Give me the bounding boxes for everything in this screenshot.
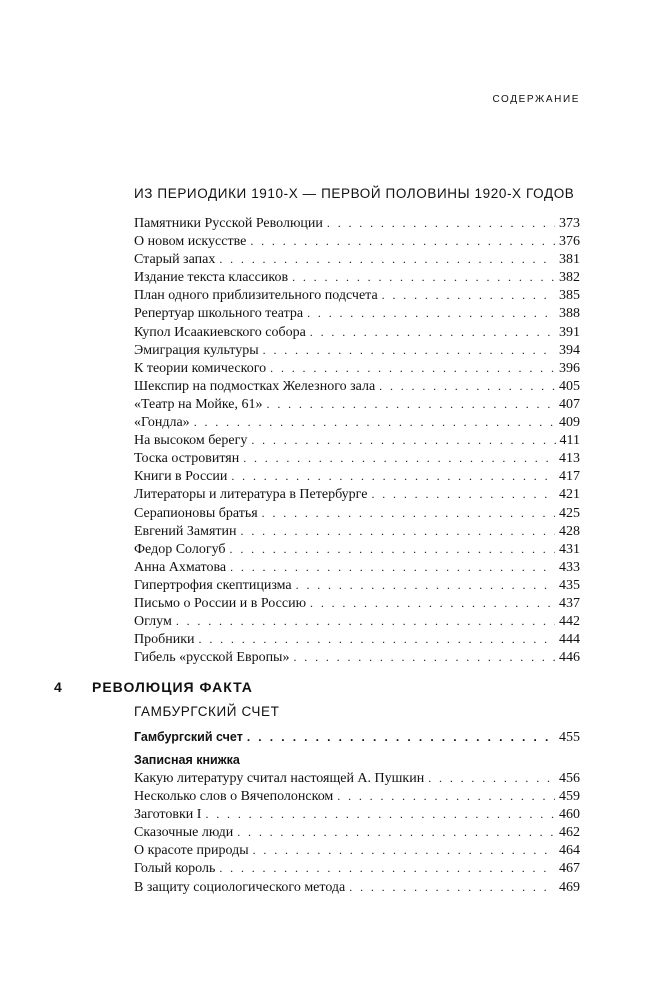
part-title: РЕВОЛЮЦИЯ ФАКТА [92, 679, 253, 695]
toc-entry-page: 407 [559, 396, 580, 412]
toc-entry-title: Литераторы и литература в Петербурге [134, 487, 368, 503]
toc-entry-page: 394 [559, 342, 580, 358]
toc-leader-dots [176, 612, 555, 630]
toc-entry-page: 417 [559, 469, 580, 485]
toc-entry-page: 455 [559, 730, 580, 745]
section-heading-periodicals: ИЗ ПЕРИОДИКИ 1910-Х — ПЕРВОЙ ПОЛОВИНЫ 1920-Х ГОДОВ [134, 186, 575, 201]
toc-entry-title: Эмиграция культуры [134, 342, 259, 358]
toc-entry-page: 460 [559, 807, 580, 823]
toc-entry-title: Гамбургский счет [134, 730, 243, 744]
toc-entry-title: В защиту социологического метода [134, 879, 346, 895]
toc-entry-title: Старый запах [134, 252, 216, 268]
toc-entry [134, 449, 580, 467]
toc-entry-title: Пробники [134, 632, 195, 648]
toc-entry [134, 286, 580, 304]
toc-entry-title: Оглум [134, 614, 172, 630]
toc-leader-dots [205, 805, 555, 823]
toc-entry-title: Письмо о России и в Россию [134, 595, 307, 611]
toc-entry-page: 391 [559, 324, 580, 340]
toc-entry [134, 341, 580, 359]
toc-entry-page: 469 [559, 879, 580, 895]
toc-entry [134, 728, 580, 746]
toc-entry [134, 630, 580, 648]
toc-entry-title: Гипертрофия скептицизма [134, 577, 292, 593]
toc-entry [134, 395, 580, 413]
toc-entry [134, 878, 580, 896]
toc-entry-page: 462 [559, 825, 580, 841]
toc-leader-dots [199, 630, 555, 648]
running-head: СОДЕРЖАНИЕ [492, 94, 580, 105]
toc-leader-dots [247, 728, 555, 746]
toc-entry-page: 437 [559, 595, 580, 611]
toc-leader-dots [253, 841, 555, 859]
toc-entry [134, 467, 580, 485]
toc-entry [134, 612, 580, 630]
toc-entry-page: 435 [559, 577, 580, 593]
toc-entry-title: Памятники Русской Революции [134, 216, 323, 231]
toc-entry-title: Шекспир на подмостках Железного зала [134, 378, 376, 394]
toc-entry-title: Серапионовы братья [134, 505, 258, 521]
part-number: 4 [54, 679, 62, 695]
toc-leader-dots [310, 323, 555, 341]
toc-entry-page: 385 [559, 288, 580, 304]
toc-lead-entry [134, 728, 580, 746]
toc-entry-title: Евгений Замятин [134, 523, 237, 539]
toc-entry-title: Сказочные люди [134, 825, 234, 841]
toc-entry [134, 268, 580, 286]
toc-entry-title: Купол Исаакиевского собора [134, 324, 306, 340]
toc-leader-dots [194, 413, 555, 431]
toc-entry-page: 446 [559, 650, 580, 666]
toc-entry-page: 376 [559, 234, 580, 250]
toc-entry-page: 459 [559, 789, 580, 805]
toc-entry [134, 859, 580, 877]
toc-entry-title: Издание текста классиков [134, 270, 289, 286]
toc-entry-page: 382 [559, 270, 580, 286]
toc-leader-dots [293, 648, 555, 666]
toc-list-notebook [134, 769, 580, 896]
toc-entry-title: Заготовки I [134, 807, 202, 823]
toc-leader-dots [251, 431, 555, 449]
toc-entry-page: 405 [559, 378, 580, 394]
toc-leader-dots [219, 859, 555, 877]
toc-leader-dots [230, 540, 555, 558]
toc-entry [134, 522, 580, 540]
toc-leader-dots [237, 823, 555, 841]
toc-entry-title: Голый король [134, 861, 216, 877]
toc-entry-title: План одного приблизительного подсчета [134, 288, 378, 304]
toc-entry [134, 431, 580, 449]
toc-entry-page: 444 [559, 632, 580, 648]
toc-entry [134, 576, 580, 594]
toc-entry-title: Анна Ахматова [134, 559, 227, 575]
toc-leader-dots [219, 250, 555, 268]
toc-leader-dots [230, 558, 555, 576]
toc-entry-title: Книги в России [134, 469, 228, 485]
toc-leader-dots [231, 467, 555, 485]
toc-entry-page: 433 [559, 559, 580, 575]
toc-entry [134, 232, 580, 250]
toc-entry-page: 388 [559, 306, 580, 322]
toc-list-periodicals [134, 214, 580, 666]
toc-entry-page: 373 [559, 216, 580, 231]
toc-entry-title: К теории комического [134, 360, 267, 376]
toc-leader-dots [241, 522, 555, 540]
toc-entry-page: 421 [559, 487, 580, 503]
subsection-title: Записная книжка [134, 753, 240, 767]
toc-entry [134, 594, 580, 612]
toc-leader-dots [310, 594, 555, 612]
toc-entry-page: 396 [559, 360, 580, 376]
toc-entry [134, 250, 580, 268]
toc-entry-title: Гибель «русской Европы» [134, 650, 290, 666]
toc-entry [134, 841, 580, 859]
toc-leader-dots [382, 286, 555, 304]
toc-entry-page: 456 [559, 771, 580, 786]
toc-entry [134, 304, 580, 322]
toc-leader-dots [270, 359, 555, 377]
toc-entry [134, 485, 580, 503]
toc-leader-dots [307, 304, 555, 322]
toc-entry [134, 214, 580, 232]
toc-entry-page: 464 [559, 843, 580, 859]
toc-leader-dots [250, 232, 555, 250]
toc-entry-title: На высоком берегу [134, 433, 248, 449]
toc-leader-dots [267, 395, 555, 413]
toc-entry [134, 359, 580, 377]
toc-leader-dots [263, 341, 555, 359]
toc-leader-dots [262, 504, 555, 522]
toc-entry [134, 805, 580, 823]
toc-entry-page: 442 [559, 614, 580, 630]
toc-entry-title: Какую литературу считал настоящей А. Пушкин [134, 771, 425, 786]
toc-entry [134, 558, 580, 576]
toc-entry [134, 648, 580, 666]
toc-entry [134, 323, 580, 341]
section-heading-hamburg: ГАМБУРГСКИЙ СЧЕТ [134, 704, 280, 719]
toc-leader-dots [243, 449, 555, 467]
toc-leader-dots [327, 214, 555, 232]
toc-entry-page: 428 [559, 523, 580, 539]
toc-entry-page: 381 [559, 252, 580, 268]
toc-entry-title: «Гондла» [134, 415, 190, 431]
toc-entry-title: Репертуар школьного театра [134, 306, 304, 322]
toc-entry-page: 413 [559, 451, 580, 467]
toc-entry-title: О красоте природы [134, 843, 249, 859]
toc-entry [134, 413, 580, 431]
toc-leader-dots [371, 485, 555, 503]
toc-entry-page: 425 [559, 505, 580, 521]
toc-leader-dots [337, 787, 555, 805]
toc-entry [134, 377, 580, 395]
toc-entry-title: О новом искусстве [134, 234, 247, 250]
toc-leader-dots [379, 377, 555, 395]
toc-entry-page: 411 [559, 433, 580, 449]
toc-leader-dots [292, 268, 555, 286]
toc-entry-page: 431 [559, 541, 580, 557]
toc-entry-title: Федор Сологуб [134, 541, 226, 557]
toc-entry [134, 504, 580, 522]
toc-entry [134, 823, 580, 841]
toc-leader-dots [349, 878, 555, 896]
toc-entry-title: Несколько слов о Вячеполонском [134, 789, 334, 805]
toc-entry-page: 409 [559, 415, 580, 431]
toc-entry [134, 787, 580, 805]
toc-entry-title: Тоска островитян [134, 451, 240, 467]
toc-entry-title: «Театр на Мойке, 61» [134, 396, 263, 412]
toc-leader-dots [428, 769, 555, 787]
toc-entry-page: 467 [559, 861, 580, 877]
toc-leader-dots [296, 576, 555, 594]
toc-entry [134, 769, 580, 787]
toc-entry [134, 540, 580, 558]
